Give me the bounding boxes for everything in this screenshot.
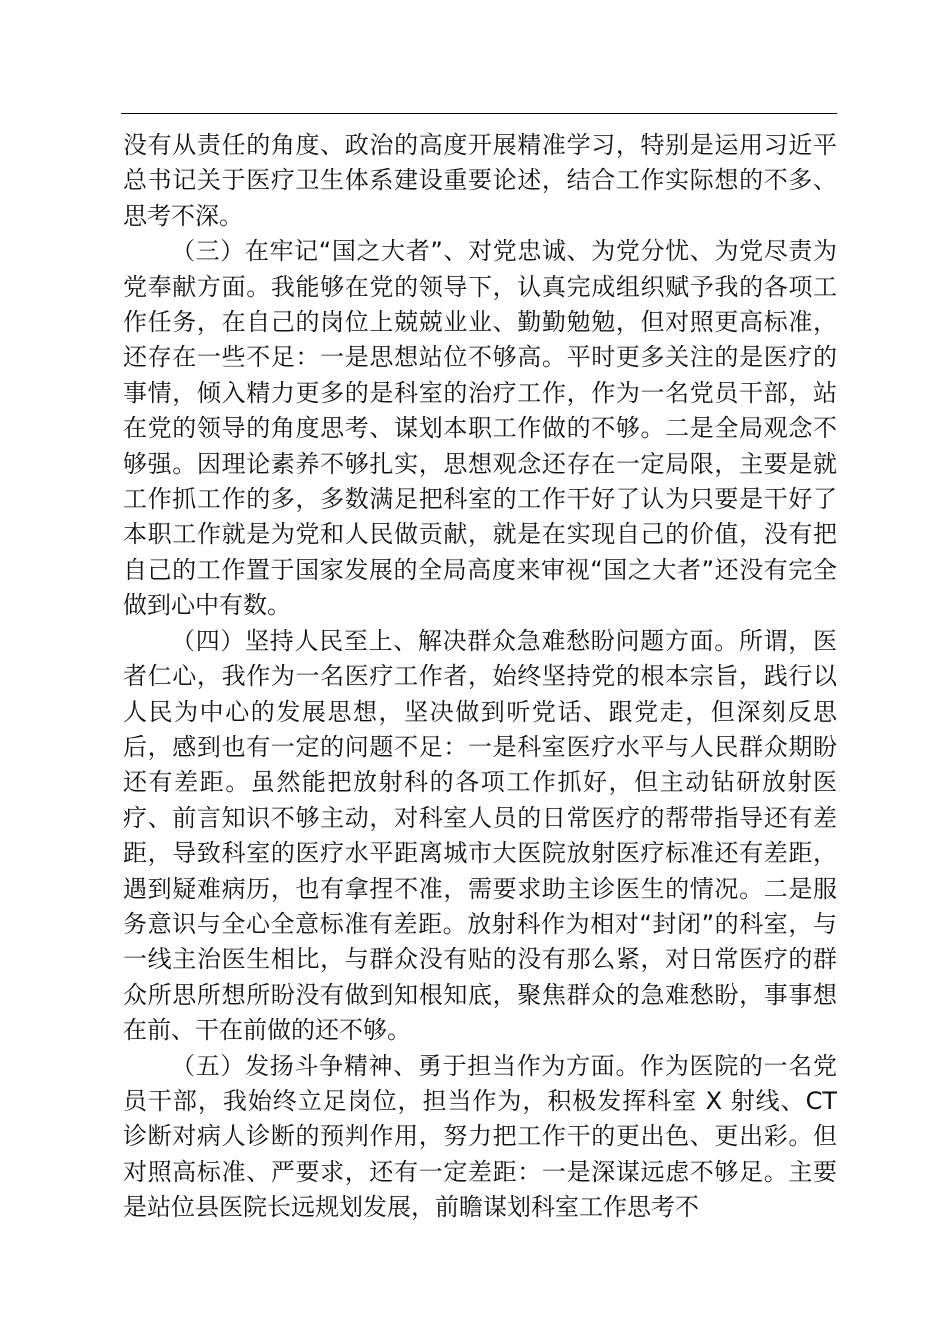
document-body bbox=[123, 128, 837, 1226]
paragraph-continuation: 没有从责任的角度、政治的高度开展精准学习，特别是运用习近平总书记关于医疗卫生体系建设重要论述，结合工作实际想的不多、思考不深。 bbox=[123, 131, 837, 230]
paragraph-section-5: （五）发扬斗争精神、勇于担当作为方面。作为医院的一名党员干部，我始终立足岗位，担当作为，积极发挥科室 X 射线、CT 诊断对病人诊断的预判作用，努力把工作干的更出色、更出彩。但对照高标准、严要求，还有一定差距：一是深谋远虑不够足。主要是站位县医院长远规划发展，前瞻谋划科室工作思考不 bbox=[123, 1051, 837, 1222]
paragraph-section-3: （三）在牢记“国之大者”、对党忠诚、为党分忧、为党尽责为党奉献方面。我能够在党的领导下，认真完成组织赋予我的各项工作任务，在自己的岗位上兢兢业业、勤勤勉勉，但对照更高标准，还存在一些不足：一是思想站位不够高。平时更多关注的是医疗的事情，倾入精力更多的是科室的治疗工作，作为一名党员干部，站在党的领导的角度思考、谋划本职工作做的不够。二是全局观念不够强。因理论素养不够扎实，思想观念还存在一定局限，主要是就工作抓工作的多，多数满足把科室的工作干好了认为只要是干好了本职工作就是为党和人民做贡献，就是在实现自己的价值，没有把自己的工作置于国家发展的全局高度来审视“国之大者”还没有完全做到心中有数。 bbox=[123, 237, 837, 620]
paragraph-section-4: （四）坚持人民至上、解决群众急难愁盼问题方面。所谓，医者仁心，我作为一名医疗工作者，始终坚持党的根本宗旨，践行以人民为中心的发展思想，坚决做到听党话、跟党走，但深刻反思后，感到也有一定的问题不足：一是科室医疗水平与人民群众期盼还有差距。虽然能把放射科的各项工作抓好，但主动钻研放射医疗、前言知识不够主动，对科室人员的日常医疗的帮带指导还有差距，导致科室的医疗水平距离城市大医院放射医疗标准还有差距，遇到疑难病历，也有拿捏不准，需要求助主诊医生的情况。二是服务意识与全心全意标准有差距。放射科作为相对“封闭”的科室，与一线主治医生相比，与群众没有贴的没有那么紧，对日常医疗的群众所思所想所盼没有做到知根知底，聚焦群众的急难愁盼，事事想在前、干在前做的还不够。 bbox=[123, 626, 837, 1045]
header-rule bbox=[121, 113, 837, 114]
